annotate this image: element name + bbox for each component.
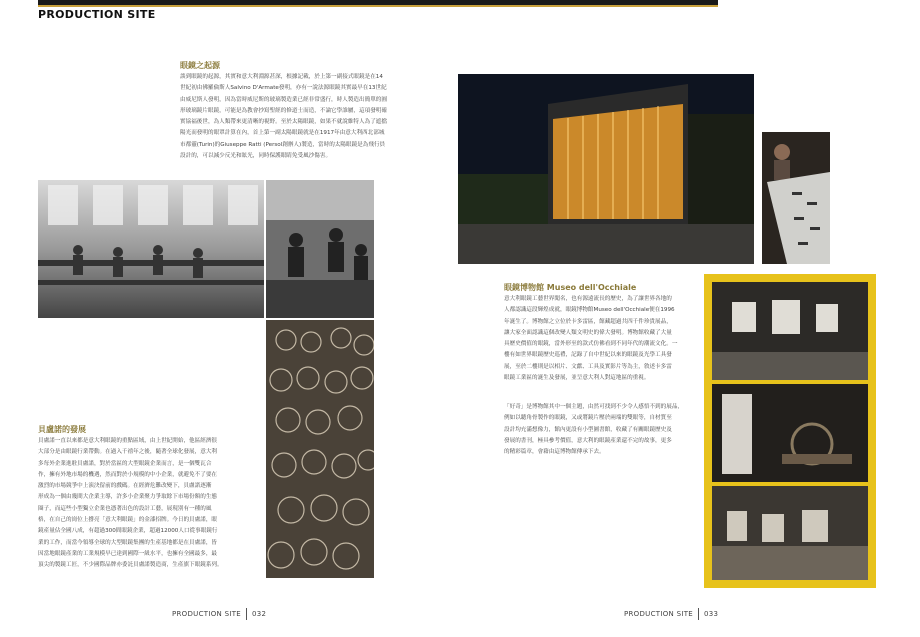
museum-gallery-photo-2 (712, 384, 868, 482)
footer-label: PRODUCTION SITE (172, 610, 242, 618)
museum-gallery-photo-3 (712, 486, 868, 580)
section-body-belluno: 貝盧諾一直以來都是意大利眼鏡的重點區域，由上世紀開始，他區經濟很 大部分是由眼鏡行業帶動。在過入千禧年之後，隨著全球化發展，意大利 多每外企業進駐貝盧諾，對於當區的大型眼鏡企業而言，是一個雙瓦合 作，擁有外地市場的機遇，然而對於小規模的中小企業，就避免不了要在 激烈的市場競爭中上演決留前的戲碼。在經濟危難改變下，貝盧諾逐漸 形成為一個由幾間大企業主導，許多小企業聚力爭取餘下市場份額的生態 圈子，而這些小型獨立企業也憑著出色的設計工藝，展現別有一種的風 格，在自己的崗位上撐亮「意大利眼鏡」的金漆招牌。今日的貝盧諾，眼 鏡產量佔全國八成，有超過300間眼鏡企業，超過12000人口從事眼鏡行 業的工作，而當今領導全球的大型眼鏡集團的生產基地都是在貝盧諾，皆 因當地眼鏡產業的工業規模早已達到國際一級水平，也擁有全國最多，最 頂尖的製鏡工匠，不少國際品牌亦委託貝盧諾製造商，生產旗下眼鏡系列。 (38, 438, 223, 569)
museum-showcase-photo (762, 132, 830, 264)
section-title-museum: 眼鏡博物館 Museo dell'Occhiale (504, 283, 637, 292)
museum-gallery-photo-1 (712, 282, 868, 380)
header-title: PRODUCTION SITE (38, 8, 156, 21)
footer-left (172, 608, 266, 620)
spectacle-frames-photo (266, 320, 374, 578)
footer-right (624, 608, 718, 620)
page-number: 033 (704, 610, 719, 618)
section-body-museum: 意大利眼鏡工藝世界聞名，也有源遠流長的歷史，為了讓世界各地的 人都認識這段輝煌成就，眼鏡博物館Museo dell'Occhiale便在1996 年誕生了。博物館之立位於卡多雷區，館藏超過共四千件珍貴展品， 讓大家全面認識這個改變人類文明史的偉大發明。博物館收藏了大量 具歷史價值的眼鏡，當外形至的款式仿佛看到不同年代的潮流文化。一 樓有如世界眼鏡歷史巡禮，記錄了自中世紀以來的眼鏡及光學工具發 展，至於二樓則是以相片、文獻、工具及實影片等為主，敘述卡多雷 眼鏡工業區的誕生及發展，並呈意大利人對這地區的重視。 (504, 296, 678, 382)
page-number: 032 (252, 610, 267, 618)
factory-workers-photo (38, 180, 264, 318)
section-body-museum-2: 「好奇」是博物館其中一個主題，由然可找到不少令人感悟不到的展品， 例如以聽角骨製作的眼鏡，又或將鏡片壓於兩端的雙眼等，自材質至 設計均充滿想像力，館內更設有小型圖書館，收藏了有關眼鏡歷史及 發展的書刊，極具參考價值，意大利的眼鏡產業還不完的故事，更多 的精彩篇章，會藉由這博物館傳承下去。 (504, 404, 684, 456)
top-bar-accent (38, 5, 718, 7)
factory-workers-photo-2 (266, 180, 374, 318)
section-title-belluno: 貝盧諾的發展 (38, 425, 86, 434)
museum-exterior-photo (458, 74, 754, 264)
section-body-origin: 談到眼鏡的起源，其實和意大利淵源甚深，根據記載，於上第一副接式眼鏡是在14 世紀初由佛羅倫斯人Salvino D'Armate發明，亦有一說法源眼鏡其實最早在13世紀 由威尼斯人發明，因為當時威尼斯的玻璃製造業已經非常盛行，時人製造出簡單的圓 形玻璃鏡片眼鏡，可能是為教會抄寫聖經的修道士而造，不論它學誰屬，這項發明確 實協福後世，為人類帶來更清晰的視野。至於太陽眼鏡，如果不就說維特人為了遮擋 陽光而發明的眼罩計算在內，首上第一副太陽眼鏡就是在1917年由意大利西北部城 市都靈(Turin)的Giuseppe Ratti (Persol創辦人)製造，當時的太陽眼鏡是為飛行員 設計的，可以減少反光和眩光，同時保護眼睛免受風沙傷害。 (180, 74, 387, 160)
footer-label: PRODUCTION SITE (624, 610, 694, 618)
section-title-origin: 眼鏡之起源 (180, 61, 220, 70)
